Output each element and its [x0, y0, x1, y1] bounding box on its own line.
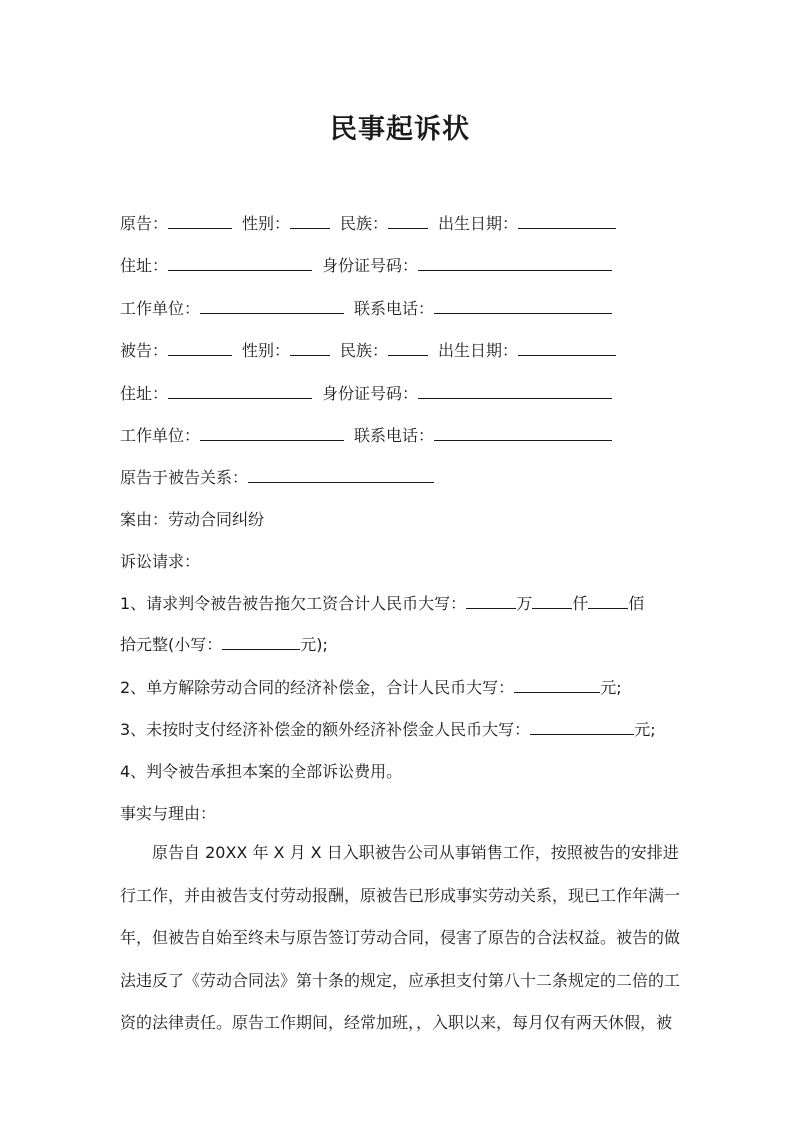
defendant-address-row: [120, 380, 612, 408]
plaintiff-work-label: 工作单位：: [120, 299, 201, 318]
claim-4-row: 4、判令被告承担本案的全部诉讼费用。: [120, 762, 403, 781]
defendant-work-label: 工作单位：: [120, 426, 201, 445]
defendant-label: 被告：: [120, 341, 169, 360]
defendant-gender-label: 性别：: [242, 341, 291, 360]
claim-1-row: [120, 590, 644, 618]
claims-heading: 诉讼请求：: [120, 552, 201, 571]
facts-line: 年，但被告自始至终未与原告签订劳动合同，侵害了原告的合法权益。被告的做: [120, 928, 681, 947]
defendant-ethnicity-label: 民族：: [340, 341, 389, 360]
claim-1-bai-blank: [588, 590, 628, 609]
claim-1-bai: 佰: [628, 594, 645, 613]
plaintiff-basic-row: [120, 210, 616, 238]
claim-1-cont-row: [120, 631, 328, 659]
claim-1-qian: 仟: [572, 594, 589, 613]
plaintiff-address-blank: [168, 252, 312, 271]
facts-paragraph: [120, 832, 682, 1045]
defendant-ethnicity-blank: [388, 337, 428, 356]
claim-2-blank: [514, 674, 600, 693]
claim-1-text: 1、请求判令被告被告拖欠工资合计人民币大写：: [120, 594, 467, 613]
plaintiff-gender-label: 性别：: [242, 214, 291, 233]
plaintiff-ethnicity-label: 民族：: [340, 214, 389, 233]
claim-3-text: 3、未按时支付经济补偿金的额外经济补偿金人民币大写：: [120, 720, 531, 739]
defendant-basic-row: [120, 337, 616, 365]
claim-1-cont-text: 拾元整(小写：: [120, 635, 223, 654]
defendant-address-blank: [168, 380, 312, 399]
claim-2-text: 2、单方解除劳动合同的经济补偿金，合计人民币大写：: [120, 678, 515, 697]
relation-row: [120, 464, 434, 492]
plaintiff-address-row: [120, 252, 612, 280]
claim-1-qian-blank: [532, 590, 572, 609]
relation-label: 原告于被告关系：: [120, 468, 249, 487]
plaintiff-address-label: 住址：: [120, 256, 169, 275]
defendant-birth-blank: [518, 337, 616, 356]
defendant-birth-label: 出生日期：: [438, 341, 519, 360]
plaintiff-id-blank: [418, 252, 612, 271]
defendant-phone-label: 联系电话：: [354, 426, 435, 445]
claim-3-blank: [530, 716, 634, 735]
claim-1-end: 元);: [300, 635, 328, 654]
plaintiff-gender-blank: [290, 210, 330, 229]
facts-line: 资的法律责任。原告工作期间，经常加班，，入职以来，每月仅有两天休假，被: [120, 1013, 673, 1032]
cause-row: 案由：劳动合同纠纷: [120, 510, 265, 529]
defendant-phone-blank: [434, 422, 612, 441]
plaintiff-birth-label: 出生日期：: [438, 214, 519, 233]
claim-3-end: 元;: [634, 720, 656, 739]
facts-heading: 事实与理由：: [120, 804, 217, 823]
plaintiff-id-label: 身份证号码：: [322, 256, 419, 275]
claim-1-wan-blank: [466, 590, 516, 609]
claim-3-row: [120, 716, 656, 744]
facts-line: 行工作，并由被告支付劳动报酬，原被告已形成事实劳动关系，现已工作年满一: [120, 885, 681, 905]
defendant-id-blank: [418, 380, 612, 399]
plaintiff-ethnicity-blank: [388, 210, 428, 229]
plaintiff-phone-blank: [434, 295, 612, 314]
plaintiff-name-blank: [168, 210, 232, 229]
defendant-work-blank: [200, 422, 344, 441]
plaintiff-work-row: [120, 295, 612, 323]
relation-blank: [248, 464, 434, 483]
plaintiff-work-blank: [200, 295, 344, 314]
page-title: 民事起诉状: [330, 114, 470, 145]
claim-2-row: [120, 674, 622, 702]
plaintiff-birth-blank: [518, 210, 616, 229]
facts-line: 法违反了《劳动合同法》第十条的规定，应承担支付第八十二条规定的二倍的工: [120, 970, 681, 990]
defendant-address-label: 住址：: [120, 384, 169, 403]
defendant-gender-blank: [290, 337, 330, 356]
defendant-work-row: [120, 422, 612, 450]
defendant-id-label: 身份证号码：: [322, 384, 419, 403]
plaintiff-label: 原告：: [120, 214, 169, 233]
claim-1-small-blank: [222, 631, 300, 650]
defendant-name-blank: [168, 337, 232, 356]
facts-line: 原告自 20XX 年 X 月 X 日入职被告公司从事销售工作，按照被告的安排进: [152, 843, 679, 862]
claim-1-wan: 万: [516, 594, 533, 613]
claim-2-end: 元;: [600, 678, 622, 697]
plaintiff-phone-label: 联系电话：: [354, 299, 435, 318]
